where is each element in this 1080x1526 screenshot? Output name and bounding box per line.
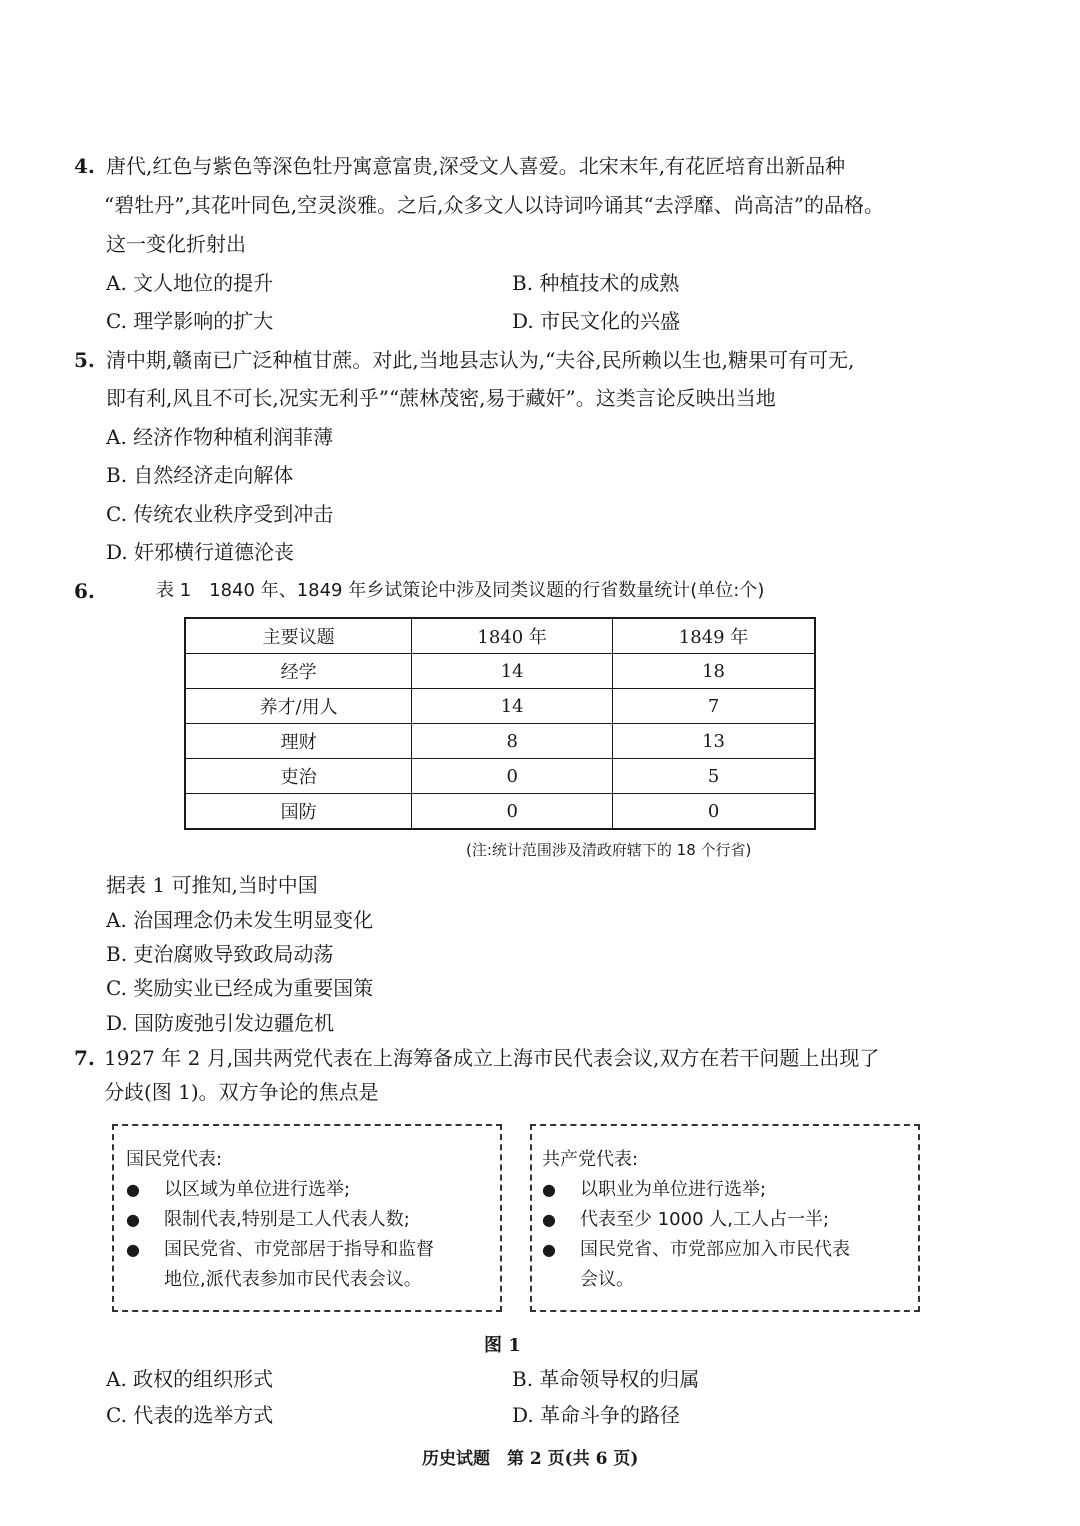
question-4-option-d[interactable]: D. 市民文化的兴盛 — [512, 309, 681, 333]
question-6-option-b[interactable]: B. 吏治腐败导致政局动荡 — [106, 942, 334, 966]
question-7-option-a[interactable]: A. 政权的组织形式 — [106, 1367, 274, 1391]
table-cell-topic: 吏治 — [185, 759, 412, 794]
question-4-option-c[interactable]: C. 理学影响的扩大 — [106, 309, 274, 333]
table-cell-1849: 18 — [613, 654, 815, 689]
ccp-item-2: 代表至少 1000 人,工人占一半; — [580, 1209, 830, 1230]
table-header-row — [185, 618, 815, 654]
question-6-option-a[interactable]: A. 治国理念仍未发生明显变化 — [106, 908, 374, 932]
table-cell-1840: 8 — [412, 724, 613, 759]
table-1-caption: 表 1 1840 年、1849 年乡试策论中涉及同类议题的行省数量统计(单位:个) — [156, 580, 765, 601]
question-7-option-d[interactable]: D. 革命斗争的路径 — [512, 1403, 681, 1427]
ccp-item-3: 国民党省、市党部应加入市民代表 — [580, 1239, 850, 1260]
ccp-item-1: 以职业为单位进行选举; — [580, 1179, 767, 1200]
question-5-option-a[interactable]: A. 经济作物种植利润菲薄 — [106, 425, 334, 449]
question-6-stem: 据表 1 可推知,当时中国 — [106, 873, 318, 897]
table-row — [185, 794, 815, 830]
table-row — [185, 654, 815, 689]
table-cell-1840: 14 — [412, 689, 613, 724]
question-4-option-a[interactable]: A. 文人地位的提升 — [106, 271, 274, 295]
kmt-item-3-cont: 地位,派代表参加市民代表会议。 — [164, 1269, 422, 1290]
table-cell-1849: 13 — [613, 724, 815, 759]
question-4-number: 4. — [74, 154, 95, 178]
question-7-option-b[interactable]: B. 革命领导权的归属 — [512, 1367, 700, 1391]
table-cell-topic: 经学 — [185, 654, 412, 689]
bullet-icon: ● — [126, 1210, 140, 1229]
table-cell-1840: 0 — [412, 794, 613, 830]
question-5-line-2: 即有利,风且不可长,况实无利乎”“蔗林茂密,易于藏奸”。这类言论反映出当地 — [106, 386, 776, 410]
table-cell-1849: 5 — [613, 759, 815, 794]
question-7-number: 7. — [74, 1046, 95, 1070]
table-cell-1849: 7 — [613, 689, 815, 724]
page-footer: 历史试题 第 2 页(共 6 页) — [422, 1449, 639, 1469]
kmt-item-3: 国民党省、市党部居于指导和监督 — [164, 1239, 434, 1260]
question-7-line-2: 分歧(图 1)。双方争论的焦点是 — [104, 1080, 379, 1104]
bullet-icon: ● — [126, 1240, 140, 1259]
table-header-topic: 主要议题 — [185, 618, 412, 654]
bullet-icon: ● — [542, 1240, 556, 1259]
table-row — [185, 759, 815, 794]
table-cell-topic: 养才/用人 — [185, 689, 412, 724]
table-1-note: (注:统计范围涉及清政府辖下的 18 个行省) — [466, 841, 752, 859]
question-7-line-1: 1927 年 2 月,国共两党代表在上海筹备成立上海市民代表会议,双方在若干问题上出现了 — [104, 1046, 880, 1070]
table-cell-topic: 理财 — [185, 724, 412, 759]
table-header-1849: 1849 年 — [613, 618, 815, 654]
question-5-option-c[interactable]: C. 传统农业秩序受到冲击 — [106, 502, 334, 526]
table-cell-1849: 0 — [613, 794, 815, 830]
kmt-item-1: 以区域为单位进行选举; — [164, 1179, 351, 1200]
question-7-option-c[interactable]: C. 代表的选举方式 — [106, 1403, 274, 1427]
figure-1-label: 图 1 — [484, 1335, 521, 1356]
question-5-option-b[interactable]: B. 自然经济走向解体 — [106, 463, 294, 487]
bullet-icon: ● — [542, 1180, 556, 1199]
ccp-box-title: 共产党代表: — [542, 1149, 639, 1170]
question-4-line-1: 唐代,红色与紫色等深色牡丹寓意富贵,深受文人喜爱。北宋末年,有花匠培育出新品种 — [106, 154, 846, 178]
question-6-option-c[interactable]: C. 奖励实业已经成为重要国策 — [106, 976, 374, 1000]
question-5-option-d[interactable]: D. 奸邪横行道德沦丧 — [106, 540, 295, 564]
question-4-option-b[interactable]: B. 种植技术的成熟 — [512, 271, 680, 295]
question-6-option-d[interactable]: D. 国防废弛引发边疆危机 — [106, 1011, 335, 1035]
kmt-box-title: 国民党代表: — [126, 1149, 223, 1170]
bullet-icon: ● — [126, 1180, 140, 1199]
question-5-line-1: 清中期,赣南已广泛种植甘蔗。对此,当地县志认为,“夫谷,民所赖以生也,糖果可有可无, — [106, 348, 855, 372]
kmt-item-2: 限制代表,特别是工人代表人数; — [164, 1209, 410, 1230]
table-1 — [184, 617, 816, 830]
table-row — [185, 724, 815, 759]
bullet-icon: ● — [542, 1210, 556, 1229]
table-cell-1840: 0 — [412, 759, 613, 794]
table-header-1840: 1840 年 — [412, 618, 613, 654]
question-4-line-2: “碧牡丹”,其花叶同色,空灵淡雅。之后,众多文人以诗词吟诵其“去浮靡、尚高洁”的品格。 — [104, 193, 884, 217]
question-4-line-3: 这一变化折射出 — [106, 232, 246, 256]
question-6-number: 6. — [74, 579, 95, 603]
ccp-item-3-cont: 会议。 — [580, 1269, 634, 1290]
question-5-number: 5. — [74, 348, 95, 372]
table-cell-1840: 14 — [412, 654, 613, 689]
table-row — [185, 689, 815, 724]
table-cell-topic: 国防 — [185, 794, 412, 830]
